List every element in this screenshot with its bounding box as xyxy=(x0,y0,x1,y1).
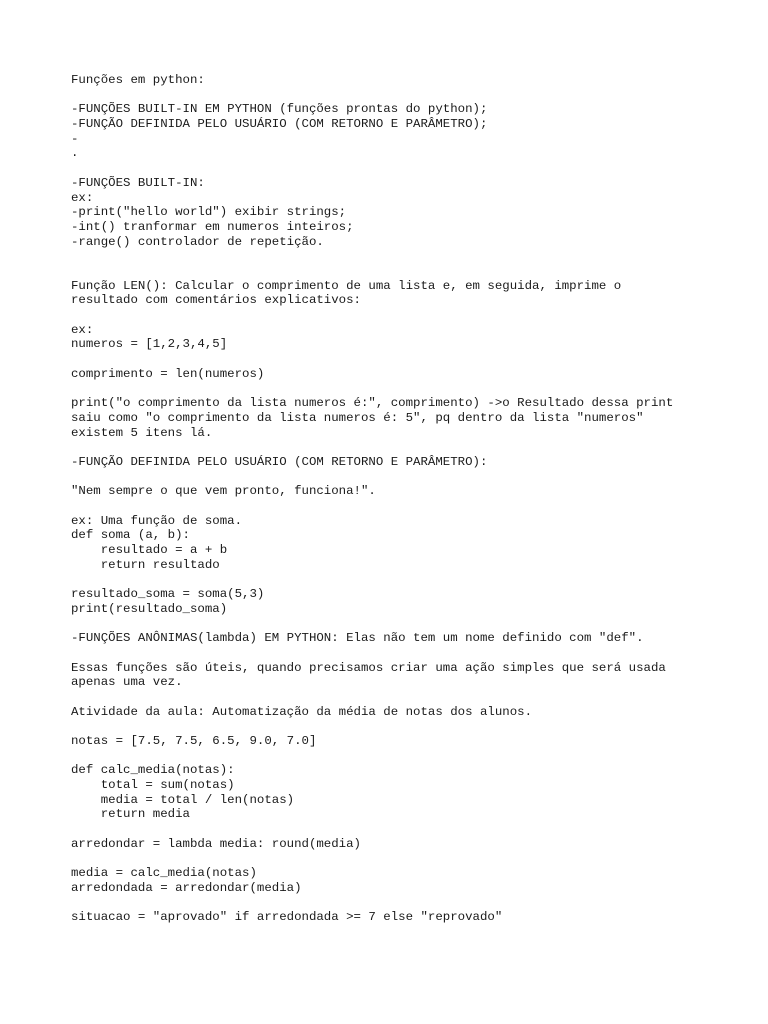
text-line: numeros = [1,2,3,4,5] xyxy=(71,337,228,352)
text-line: -FUNÇÕES BUILT-IN: xyxy=(71,175,205,190)
text-line xyxy=(71,440,751,455)
text-line: -FUNÇÃO DEFINIDA PELO USUÁRIO (COM RETORNO E PARÂMETRO); xyxy=(71,117,488,132)
text-line: def calc_media(notas): xyxy=(71,763,235,778)
text-line: existem 5 itens lá. xyxy=(71,425,213,440)
text-line xyxy=(71,161,751,176)
text-line: comprimento = len(numeros) xyxy=(71,366,265,381)
text-line xyxy=(71,690,751,705)
text-line: ex: xyxy=(71,190,94,205)
text-line: print("o comprimento da lista numeros é:", comprimento) ->o Resultado dessa print xyxy=(71,396,674,411)
text-line xyxy=(71,352,751,367)
text-line: notas = [7.5, 7.5, 6.5, 9.0, 7.0] xyxy=(71,733,317,748)
text-line: -FUNÇÃO DEFINIDA PELO USUÁRIO (COM RETORNO E PARÂMETRO): xyxy=(71,454,488,469)
text-line: situacao = "aprovado" if arredondada >= 7 else "reprovado" xyxy=(71,910,503,925)
text-line xyxy=(71,616,751,631)
document-text xyxy=(71,73,751,925)
text-line xyxy=(71,822,751,837)
text-line: saiu como "o comprimento da lista numeros é: 5", pq dentro da lista "numeros" xyxy=(71,410,644,425)
text-line: resultado com comentários explicativos: xyxy=(71,293,361,308)
text-line: . xyxy=(71,146,79,161)
text-line: "Nem sempre o que vem pronto, funciona!". xyxy=(71,484,376,499)
text-line: -int() tranformar em numeros inteiros; xyxy=(71,219,354,234)
text-line: - xyxy=(71,131,79,146)
text-line: ex: xyxy=(71,322,94,337)
text-line xyxy=(71,851,751,866)
text-line xyxy=(71,896,751,911)
text-line xyxy=(71,381,751,396)
text-line: Essas funções são úteis, quando precisamos criar uma ação simples que será usada xyxy=(71,660,666,675)
text-line: Função LEN(): Calcular o comprimento de uma lista e, em seguida, imprime o xyxy=(71,278,622,293)
text-line xyxy=(71,249,751,264)
text-line: resultado_soma = soma(5,3) xyxy=(71,587,265,602)
text-line xyxy=(71,572,751,587)
text-line: Atividade da aula: Automatização da média de notas dos alunos. xyxy=(71,704,533,719)
text-line xyxy=(71,88,751,103)
text-line xyxy=(71,308,751,323)
text-line xyxy=(71,646,751,661)
text-line xyxy=(71,719,751,734)
text-line: ex: Uma função de soma. xyxy=(71,513,243,528)
text-line: media = total / len(notas) xyxy=(71,792,295,807)
text-line xyxy=(71,264,751,279)
text-line: resultado = a + b xyxy=(71,543,228,557)
text-line: Funções em python: xyxy=(71,73,205,87)
text-line: media = calc_media(notas) xyxy=(71,866,257,881)
text-line: return media xyxy=(71,807,190,822)
text-line: -FUNÇÕES BUILT-IN EM PYTHON (funções prontas do python); xyxy=(71,102,488,117)
text-line: -FUNÇÕES ANÔNIMAS(lambda) EM PYTHON: Elas não tem um nome definido com "def". xyxy=(71,631,644,646)
text-line: -print("hello world") exibir strings; xyxy=(71,205,347,220)
text-line xyxy=(71,749,751,764)
text-line: -range() controlador de repetição. xyxy=(71,234,324,249)
text-line: arredondada = arredondar(media) xyxy=(71,880,302,895)
text-line: total = sum(notas) xyxy=(71,778,235,792)
text-line xyxy=(71,499,751,514)
text-line: arredondar = lambda media: round(media) xyxy=(71,836,361,851)
text-line xyxy=(71,470,751,485)
text-line: apenas uma vez. xyxy=(71,675,183,690)
text-line: return resultado xyxy=(71,557,220,572)
text-line: print(resultado_soma) xyxy=(71,601,228,616)
text-line: def soma (a, b): xyxy=(71,528,190,543)
